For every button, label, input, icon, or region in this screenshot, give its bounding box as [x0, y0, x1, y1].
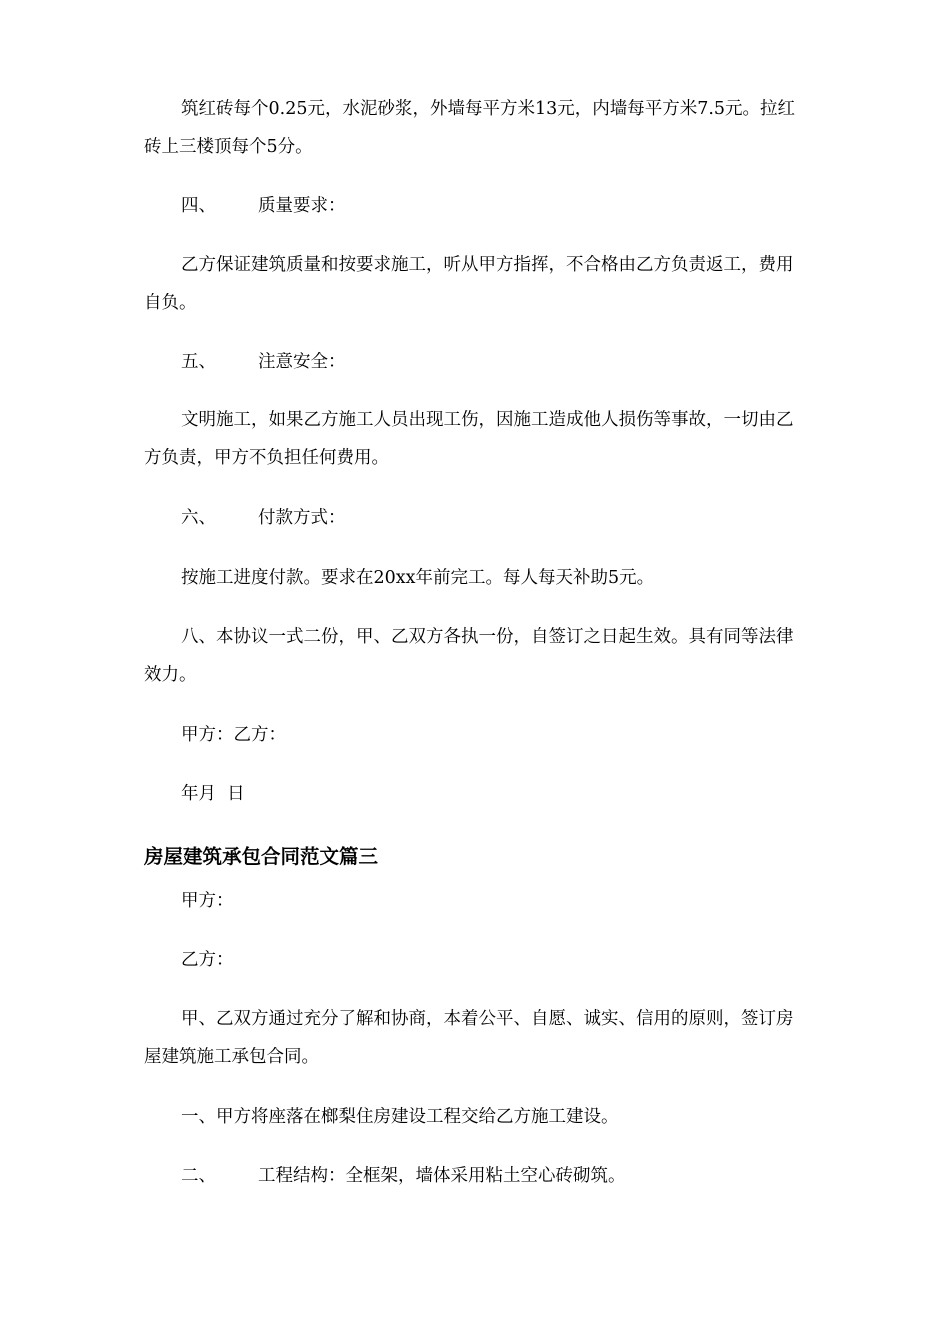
section-title: 质量要求：: [258, 196, 346, 216]
clause-1-paragraph: 一、甲方将座落在榔梨住房建设工程交给乙方施工建设。: [181, 1107, 619, 1127]
section-6-heading: [181, 499, 346, 537]
section-number: 六、: [181, 508, 216, 528]
section-4-heading: [181, 187, 346, 225]
parties-signature-line: 甲方：乙方：: [181, 725, 286, 745]
safety-paragraph: 文明施工，如果乙方施工人员出现工伤，因施工造成他人损伤等事故，一切由乙方负责，甲方不负担任何费用。: [144, 410, 794, 468]
clause-2-heading: [181, 1157, 626, 1195]
copies-paragraph: 八、本协议一式二份，甲、乙双方各执一份，自签订之日起生效。具有同等法律效力。: [144, 627, 794, 685]
date-line: 年月 日: [181, 784, 245, 804]
section-title: 付款方式：: [258, 508, 346, 528]
section-title: 注意安全：: [258, 352, 346, 372]
section-5-heading: [181, 343, 346, 381]
price-paragraph: 筑红砖每个0.25元，水泥砂浆，外墙每平方米13元，内墙每平方米7.5元。拉红砖上三楼顶每个5分。: [144, 99, 796, 157]
section-title: 工程结构：全框架，墙体采用粘土空心砖砌筑。: [258, 1166, 626, 1186]
intro-paragraph: 甲、乙双方通过充分了解和协商，本着公平、自愿、诚实、信用的原则，签订房屋建筑施工承包合同。: [144, 1009, 794, 1067]
section-number: 五、: [181, 352, 216, 372]
party-a-line: 甲方：: [181, 891, 234, 911]
quality-paragraph: 乙方保证建筑质量和按要求施工，听从甲方指挥，不合格由乙方负责返工，费用自负。: [144, 255, 794, 313]
section-heading: 房屋建筑承包合同范文篇三: [144, 845, 379, 868]
party-b-line: 乙方：: [181, 950, 234, 970]
section-number: 四、: [181, 196, 216, 216]
section-number: 二、: [181, 1166, 216, 1186]
payment-paragraph: 按施工进度付款。要求在20xx年前完工。每人每天补助5元。: [181, 568, 655, 588]
